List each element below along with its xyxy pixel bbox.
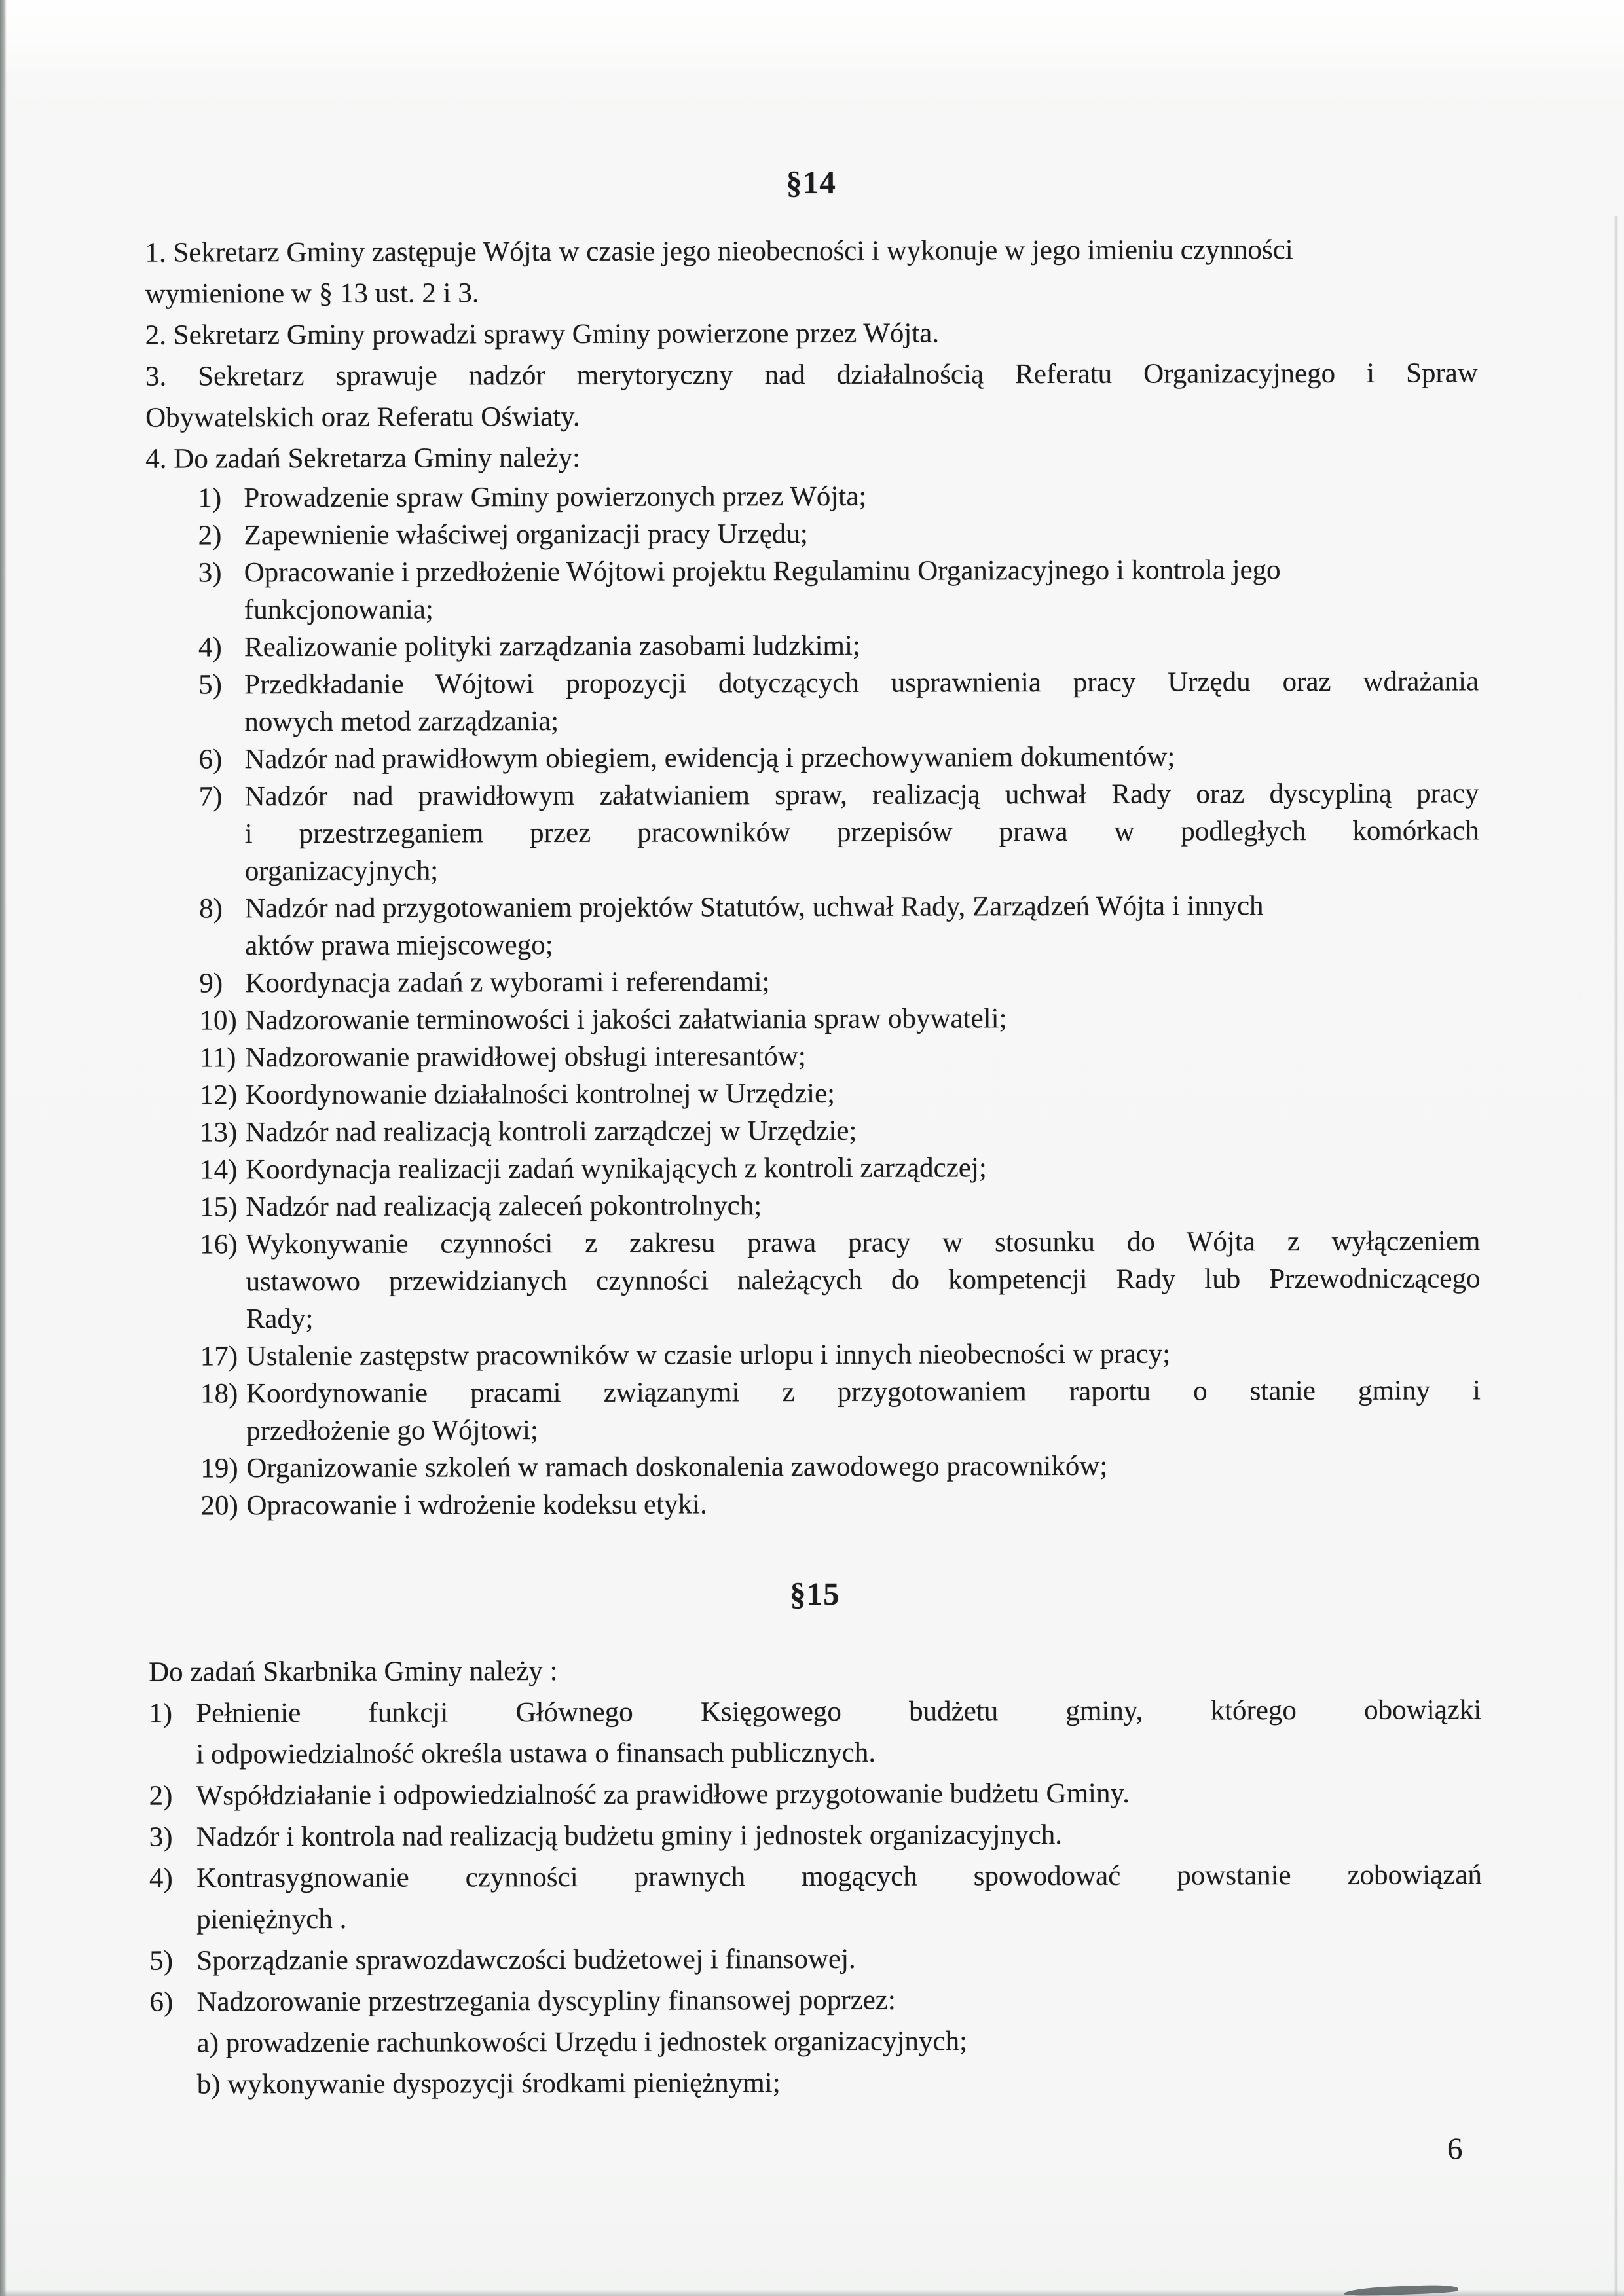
list-number: 19): [200, 1453, 238, 1484]
list-number: 1): [149, 1698, 173, 1729]
list-text: Pełnienie funkcji Głównego Księgowego budżetu gminy, którego obowiązki: [196, 1694, 1482, 1729]
list-text: Nadzór nad prawidłowym załatwianiem spraw, realizacją uchwał Rady oraz dyscypliną pracy: [244, 778, 1479, 812]
text-line: aktów prawa miejscowego;: [245, 930, 553, 962]
text-line: [147, 1110, 1480, 1151]
list-text: Zapewnienie właściwej organizacji pracy Urzędu;: [244, 519, 808, 551]
text-line: [147, 1036, 1480, 1076]
text-line: [147, 1222, 1480, 1263]
list-number: 2): [149, 1780, 173, 1812]
text-line: [149, 1854, 1482, 1899]
list-number: 8): [198, 893, 223, 924]
text-line: [146, 625, 1479, 666]
text-line: i odpowiedzialność określa ustawa o finansach publicznych.: [196, 1737, 876, 1770]
text-line: wymienione w § 13 ust. 2 i 3.: [145, 278, 479, 310]
text-line: [149, 1689, 1481, 1734]
text-line: 3. Sekretarz sprawuje nadzór merytoryczny nad działalnością Referatu Organizacyjnego i Spraw: [145, 357, 1478, 392]
list-number: 13): [199, 1117, 238, 1148]
list-text: Realizowanie polityki zarządzania zasobami ludzkimi;: [244, 630, 860, 663]
section-14-body: [145, 228, 1481, 1524]
text-line: [147, 998, 1479, 1039]
list-text: Współdziałanie i odpowiedzialność za prawidłowe przygotowanie budżetu Gminy.: [196, 1777, 1130, 1812]
text-line: [147, 774, 1479, 815]
list-number: 3): [149, 1821, 173, 1853]
list-text: Organizowanie szkoleń w ramach doskonalenia zawodowego pracowników;: [246, 1450, 1108, 1484]
text-line: [147, 961, 1479, 1002]
list-number: 17): [200, 1341, 238, 1372]
text-line: [145, 476, 1478, 517]
list-number: 9): [199, 968, 223, 999]
list-number: 20): [200, 1490, 238, 1522]
list-text: Sporządzanie sprawozdawczości budżetowej i finansowej.: [196, 1943, 856, 1977]
list-number: 11): [199, 1042, 236, 1074]
text-line: 4. Do zadań Sekretarza Gminy należy:: [145, 442, 581, 475]
text-line: 2. Sekretarz Gminy prowadzi sprawy Gminy powierzone przez Wójta.: [145, 318, 940, 351]
list-number: 5): [198, 669, 223, 701]
list-text: Nadzór nad realizacją kontroli zarządczej w Urzędzie;: [245, 1115, 857, 1148]
list-text: Ustalenie zastępstw pracowników w czasie urlopu i innych nieobecności w pracy;: [246, 1338, 1171, 1372]
text-line: [149, 1937, 1482, 1981]
section-heading-14: §14: [786, 164, 836, 201]
text-line: [148, 1484, 1481, 1524]
list-text: Koordynowanie pracami związanymi z przygotowaniem raportu o stanie gminy i: [246, 1375, 1481, 1410]
list-number: 4): [198, 632, 222, 663]
list-text: Koordynowanie działalności kontrolnej w Urzędzie;: [245, 1078, 836, 1111]
list-number: 15): [200, 1192, 238, 1223]
text-line: [148, 1446, 1481, 1487]
text-line: [145, 513, 1478, 554]
list-text: Nadzór nad przygotowaniem projektów Statutów, uchwał Rady, Zarządzeń Wójta i innych: [244, 890, 1264, 924]
text-line: [146, 737, 1479, 778]
list-text: Koordynacja zadań z wyborami i referendami;: [245, 966, 770, 999]
list-text: Kontrasygnowanie czynności prawnych mogących spowodować powstanie zobowiązań: [196, 1859, 1482, 1894]
list-number: 12): [199, 1080, 238, 1111]
list-text: Nadzór nad prawidłowym obiegiem, ewidencją i przechowywaniem dokumentów;: [244, 741, 1175, 775]
list-number: 10): [199, 1005, 237, 1036]
list-number: 3): [198, 557, 222, 589]
text-line: Obywatelskich oraz Referatu Oświaty.: [145, 401, 580, 433]
text-line: [147, 1185, 1480, 1226]
list-text: Nadzorowanie prawidłowej obsługi interesantów;: [245, 1041, 806, 1074]
scan-edge-left: [0, 0, 7, 2296]
text-line: a) prowadzenie rachunkowości Urzędu i jednostek organizacyjnych;: [196, 2026, 968, 2059]
text-line: i przestrzeganiem przez pracowników przepisów prawa w podległych komórkach: [244, 815, 1479, 850]
text-line: [146, 663, 1479, 703]
list-number: 16): [200, 1229, 238, 1260]
text-line: ustawowo przewidzianych czynności należących do kompetencji Rady lub Przewodniczącego: [246, 1263, 1481, 1298]
text-line: [146, 551, 1479, 591]
text-line: [147, 1073, 1480, 1114]
text-line: [148, 1372, 1481, 1412]
list-text: Przedkładanie Wójtowi propozycji dotyczących usprawnienia pracy Urzędu oraz wdrażania: [244, 666, 1479, 701]
list-number: 5): [149, 1945, 174, 1977]
list-text: Nadzorowanie terminowości i jakości załatwiania spraw obywateli;: [245, 1003, 1007, 1036]
text-line: [149, 1978, 1482, 2022]
list-text: Wykonywanie czynności z zakresu prawa pracy w stosunku do Wójta z wyłączeniem: [246, 1226, 1481, 1260]
list-text: Nadzór i kontrola nad realizacją budżetu gminy i jednostek organizacyjnych.: [196, 1819, 1062, 1853]
list-number: 14): [200, 1154, 238, 1186]
text-line: nowych metod zarządzania;: [244, 706, 559, 738]
list-text: Prowadzenie spraw Gminy powierzonych przez Wójta;: [244, 481, 867, 514]
text-line: [147, 886, 1479, 927]
list-number: 18): [200, 1378, 238, 1410]
list-number: 6): [149, 1986, 174, 2018]
text-line: b) wykonywanie dyspozycji środkami pieniężnymi;: [196, 2068, 781, 2100]
text-line: [147, 1148, 1480, 1188]
text-line: [149, 1772, 1482, 1816]
text-line: pieniężnych .: [196, 1903, 347, 1935]
list-number: 1): [198, 483, 222, 514]
list-text: Nadzorowanie przestrzegania dyscypliny finansowej poprzez:: [196, 1984, 896, 2018]
section-15-body: [149, 1648, 1483, 2105]
list-number: 4): [149, 1863, 173, 1894]
list-text: Opracowanie i wdrożenie kodeksu etyki.: [246, 1489, 707, 1522]
scan-edge-right: [1614, 216, 1618, 2296]
text-line: przedłożenie go Wójtowi;: [246, 1415, 538, 1447]
list-number: 2): [198, 520, 222, 551]
list-text: Nadzór nad realizacją zaleceń pokontrolnych;: [246, 1190, 762, 1223]
list-number: 7): [198, 781, 223, 812]
text-line: [148, 1334, 1481, 1375]
text-line: 1. Sekretarz Gminy zastępuje Wójta w czasie jego nieobecności i wykonuje w jego imieniu czynności: [145, 234, 1293, 268]
text-line: organizacyjnych;: [244, 855, 439, 887]
list-text: Koordynacja realizacji zadań wynikających z kontroli zarządczej;: [246, 1152, 987, 1186]
text-line: Do zadań Skarbnika Gminy należy :: [149, 1656, 558, 1688]
text-line: funkcjonowania;: [244, 594, 434, 626]
section-heading-15: §15: [789, 1575, 840, 1613]
text-line: [149, 1813, 1482, 1857]
list-text: Opracowanie i przedłożenie Wójtowi projektu Regulaminu Organizacyjnego i kontrola jego: [244, 555, 1281, 589]
page-number: 6: [1447, 2132, 1463, 2166]
text-line: Rady;: [246, 1303, 314, 1335]
list-number: 6): [198, 744, 223, 775]
